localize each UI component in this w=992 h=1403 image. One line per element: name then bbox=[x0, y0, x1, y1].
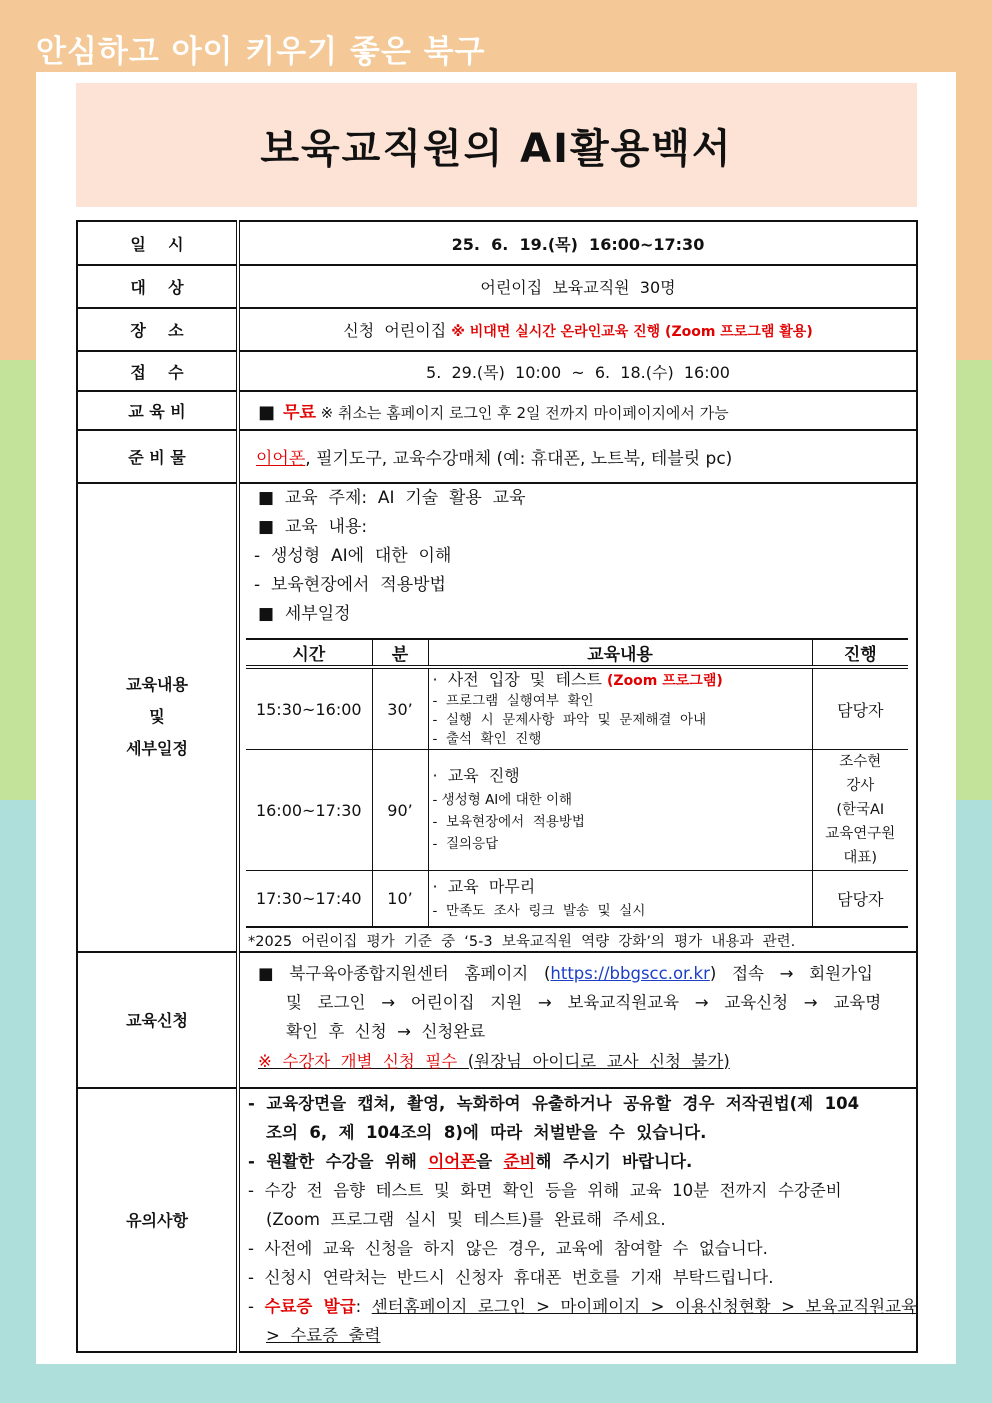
schedule-title: ■ 세부일정 bbox=[258, 604, 351, 624]
label-content-line-1: 교육내용 bbox=[126, 675, 188, 695]
note-registration: - 사전에 교육 신청을 하지 않은 경우, 교육에 참여할 수 없습니다. bbox=[248, 1239, 768, 1258]
header-minutes: 분 bbox=[372, 639, 428, 667]
apply-line-1-pre: ■ 북구육아종합지원센터 홈페이지 ( bbox=[258, 963, 551, 983]
note-certificate-pre: - bbox=[248, 1297, 265, 1316]
label-apply: 교육신청 bbox=[77, 952, 238, 1088]
note-prepare-post: 해 주시기 바랍니다. bbox=[535, 1152, 693, 1171]
schedule-sub: - 실행 시 문제사항 파악 및 문제해결 아내 bbox=[432, 712, 707, 728]
lead-line: (한국AI bbox=[836, 802, 885, 818]
row-content bbox=[77, 483, 917, 952]
certificate-path-end: > 수료증 출력 bbox=[266, 1326, 381, 1345]
value-reception: 5. 29.(목) 10:00 ~ 6. 18.(수) 16:00 bbox=[238, 351, 917, 391]
label-notes: 유의사항 bbox=[77, 1088, 238, 1352]
schedule-table bbox=[246, 638, 908, 928]
supplies-earphone: 이어폰 bbox=[256, 449, 306, 469]
schedule-main-red: (Zoom 프로그램) bbox=[607, 673, 723, 689]
label-content-line-2: 및 bbox=[149, 707, 165, 727]
row-fee bbox=[77, 391, 917, 430]
schedule-content bbox=[428, 750, 812, 871]
schedule-header-row bbox=[246, 639, 908, 667]
content-topic: ■ 교육 주제: AI 기술 활용 교육 bbox=[258, 488, 526, 508]
apply-warning-red: ※ 수강자 개별 신청 필수 bbox=[258, 1051, 458, 1071]
lead-line: 조수현 bbox=[839, 754, 882, 770]
apply-line-1-post: ) 접속 → 회원가입 bbox=[709, 963, 873, 983]
label-supplies: 준 비 물 bbox=[77, 430, 238, 483]
info-table bbox=[76, 220, 918, 1353]
header-slogan: 안심하고 아이 키우기 좋은 북구 bbox=[36, 34, 486, 70]
schedule-time: 16:00~17:30 bbox=[246, 750, 372, 871]
note-prepare-pre: - 원활한 수강을 위해 bbox=[248, 1152, 429, 1171]
content-item-1: - 생성형 AI에 대한 이해 bbox=[254, 546, 452, 566]
schedule-lead: 담당자 bbox=[812, 871, 908, 927]
schedule-footnote: *2025 어린이집 평가 기준 중 ‘5-3 보육교직원 역량 강화’의 평가 내용과 관련. bbox=[248, 933, 796, 950]
fee-free: 무료 bbox=[283, 403, 316, 423]
schedule-row bbox=[246, 871, 908, 927]
note-copyright-b: 조의 6, 제 104조의 8)에 따라 처벌받을 수 있습니다. bbox=[266, 1123, 707, 1142]
label-target: 대 상 bbox=[77, 265, 238, 308]
label-place: 장 소 bbox=[77, 308, 238, 351]
row-apply bbox=[77, 952, 917, 1088]
note-earphone: 이어폰 bbox=[428, 1152, 477, 1171]
schedule-sub: - 질의응답 bbox=[432, 836, 499, 852]
schedule-sub: - 만족도 조사 링크 발송 및 실시 bbox=[432, 903, 646, 920]
schedule-minutes: 10’ bbox=[372, 871, 428, 927]
schedule-main: · 사전 입장 및 테스트 bbox=[432, 670, 608, 689]
lead-line: 교육연구원 bbox=[825, 826, 896, 842]
apply-cell bbox=[238, 952, 917, 1088]
supplies-rest: , 필기도구, 교육수강매체 (예: 휴대폰, 노트북, 테블릿 pc) bbox=[305, 449, 733, 469]
schedule-main: · 교육 진행 bbox=[432, 766, 520, 785]
note-prepare-mid: 을 bbox=[476, 1152, 504, 1171]
label-fee: 교 육 비 bbox=[77, 391, 238, 430]
schedule-sub: - 프로그램 실행여부 확인 bbox=[432, 693, 594, 709]
apply-line-3: 확인 후 신청 → 신청완료 bbox=[286, 1021, 486, 1041]
value-fee bbox=[238, 391, 917, 430]
fee-note: ※ 취소는 홈페이지 로그인 후 2일 전까지 마이페이지에서 가능 bbox=[315, 404, 729, 422]
schedule-main: · 교육 마무리 bbox=[432, 877, 536, 897]
header-time: 시간 bbox=[246, 639, 372, 667]
schedule-content bbox=[428, 667, 812, 750]
notes-cell bbox=[238, 1088, 917, 1352]
value-date: 25. 6. 19.(목) 16:00~17:30 bbox=[238, 221, 917, 265]
schedule-lead bbox=[812, 750, 908, 871]
schedule-time: 17:30~17:40 bbox=[246, 871, 372, 927]
schedule-row bbox=[246, 667, 908, 750]
apply-warning-rest: (원장님 아이디로 교사 신청 불가) bbox=[457, 1051, 730, 1071]
row-reception bbox=[77, 351, 917, 391]
row-place bbox=[77, 308, 917, 351]
note-test-b: (Zoom 프로그램 실시 및 테스트)를 완료해 주세요. bbox=[266, 1210, 666, 1229]
row-notes bbox=[77, 1088, 917, 1352]
note-contact: - 신청시 연락처는 반드시 신청자 휴대폰 번호를 기재 부탁드립니다. bbox=[248, 1268, 774, 1287]
note-prepare-red: 준비 bbox=[503, 1152, 536, 1171]
schedule-sub: - 출석 확인 진행 bbox=[432, 731, 542, 747]
document-title: 보육교직원의 AI활용백서 bbox=[260, 125, 733, 172]
certificate-path: 센터홈페이지 로그인 > 마이페이지 > 이용신청현황 > 보육교직원교육 bbox=[371, 1297, 917, 1316]
value-place bbox=[238, 308, 917, 351]
label-reception: 접 수 bbox=[77, 351, 238, 391]
schedule-content bbox=[428, 871, 812, 927]
apply-warning bbox=[258, 1046, 908, 1077]
place-text: 신청 어린이집 bbox=[343, 321, 452, 340]
schedule-minutes: 30’ bbox=[372, 667, 428, 750]
note-prepare bbox=[248, 1147, 908, 1176]
content-cell bbox=[238, 483, 917, 952]
schedule-time: 15:30~16:00 bbox=[246, 667, 372, 750]
content-title: ■ 교육 내용: bbox=[258, 517, 368, 537]
lead-line: 강사 bbox=[846, 778, 875, 794]
place-online-note: ※ 비대면 실시간 온라인교육 진행 (Zoom 프로그램 활용) bbox=[451, 324, 813, 340]
center-homepage-link[interactable]: https://bbgscc.or.kr bbox=[550, 963, 710, 983]
note-certificate-colon: : bbox=[355, 1297, 372, 1316]
schedule-row bbox=[246, 750, 908, 871]
apply-line-2: 및 로그인 → 어린이집 지원 → 보육교직원교육 → 교육신청 → 교육명 bbox=[286, 992, 882, 1012]
apply-line-1 bbox=[258, 959, 908, 988]
label-content bbox=[77, 483, 238, 952]
schedule-lead: 담당자 bbox=[812, 667, 908, 750]
row-target bbox=[77, 265, 917, 308]
row-supplies bbox=[77, 430, 917, 483]
note-certificate-b bbox=[248, 1321, 908, 1350]
label-date: 일 시 bbox=[77, 221, 238, 265]
schedule-minutes: 90’ bbox=[372, 750, 428, 871]
note-certificate-red: 수료증 발급 bbox=[264, 1297, 356, 1316]
schedule-sub: - 보육현장에서 적용방법 bbox=[432, 814, 585, 830]
label-content-line-3: 세부일정 bbox=[126, 739, 188, 759]
value-target: 어린이집 보육교직원 30명 bbox=[238, 265, 917, 308]
lead-line: 대표) bbox=[843, 850, 878, 866]
note-copyright-a: - 교육장면을 캡쳐, 촬영, 녹화하여 유출하거나 공유할 경우 저작권법(제 104 bbox=[248, 1094, 860, 1113]
content-item-2: - 보육현장에서 적용방법 bbox=[254, 575, 446, 595]
header-lead: 진행 bbox=[812, 639, 908, 667]
note-certificate bbox=[248, 1292, 917, 1321]
header-content: 교육내용 bbox=[428, 639, 812, 667]
value-supplies bbox=[238, 430, 917, 483]
row-date bbox=[77, 221, 917, 265]
bullet-square: ■ bbox=[258, 402, 276, 423]
note-test-a: - 수강 전 음향 테스트 및 화면 확인 등을 위해 교육 10분 전까지 수강준비 bbox=[248, 1181, 842, 1200]
schedule-sub: - 생성형 AI에 대한 이해 bbox=[432, 792, 573, 808]
title-banner bbox=[76, 83, 917, 207]
